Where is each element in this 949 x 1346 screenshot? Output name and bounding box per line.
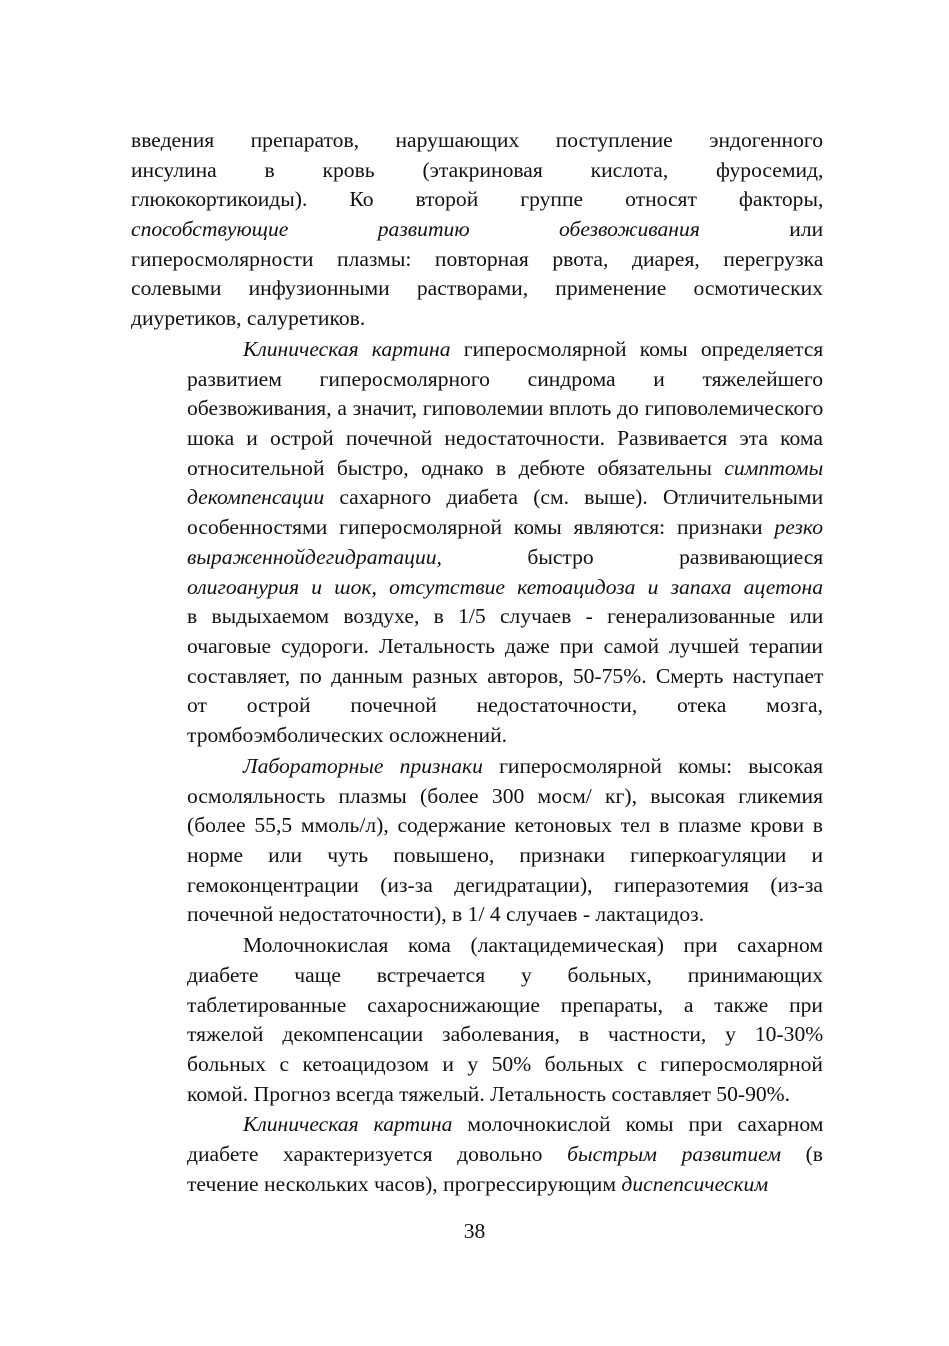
text-segment: или: [699, 217, 824, 242]
text-segment: составляет, по данным разных авторов, 50-75%. Смерть наступает: [187, 663, 824, 688]
text-line: [131, 335, 823, 365]
text-segment: Молочнокислая кома (лактацидемическая) при сахарном: [243, 933, 824, 958]
text-segment: введения препаратов, нарушающих поступление эндогенного: [131, 128, 823, 152]
text-line: [131, 513, 823, 543]
paragraph: [131, 752, 823, 930]
text-segment: тяжелой декомпенсации заболевания, в частности, у 10-30%: [187, 1022, 824, 1047]
text-line: [131, 1110, 823, 1140]
text-segment: диуретиков, салуретиков.: [131, 306, 366, 331]
text-line: [131, 156, 823, 186]
italic-text: резко: [774, 515, 823, 540]
text-segment: шока и острой почечной недостаточности. Развивается эта кома: [187, 426, 823, 451]
text-segment: очаговые судороги. Летальность даже при самой лучшей терапии: [187, 633, 823, 658]
text-line: [131, 721, 823, 751]
text-segment: от острой почечной недостаточности, отека мозга,: [187, 693, 823, 718]
italic-text: способствующие развитию обезвоживания: [131, 217, 700, 242]
text-line: [131, 1020, 823, 1050]
text-segment: особенностями гиперосмолярной комы являются: признаки: [187, 515, 775, 540]
text-line: [131, 691, 823, 721]
text-line: [131, 1140, 823, 1170]
text-line: [131, 1080, 823, 1110]
text-line: [131, 931, 823, 961]
text-line: [131, 782, 823, 812]
text-line: [131, 871, 823, 901]
text-line: [131, 424, 823, 454]
text-segment: гиперосмолярной комы определяется: [450, 337, 824, 361]
text-line: [131, 365, 823, 395]
italic-text: декомпенсации: [187, 485, 325, 510]
text-segment: гемоконцентрации (из-за дегидратации), гиперазотемия (из-за: [187, 872, 823, 897]
text-segment: почечной недостаточности), в 1/ 4 случаев - лактацидоз.: [187, 902, 705, 927]
text-line: [131, 752, 823, 782]
text-line: [131, 274, 823, 304]
text-segment: осмоляльность плазмы (более 300 мосм/ кг), высокая гликемия: [187, 783, 824, 808]
italic-text: симптомы: [724, 455, 824, 480]
text-line: [131, 602, 823, 632]
text-line: [131, 215, 823, 245]
text-line: [131, 841, 823, 871]
italic-text: быстрым развитием: [567, 1142, 781, 1167]
italic-text: олигоанурия и шок, отсутствие кетоацидоза и запаха ацетона: [187, 574, 823, 599]
text-segment: относительной быстро, однако в дебюте обязательны: [187, 455, 725, 480]
text-segment: комой. Прогноз всегда тяжелый. Летальность составляет 50-90%.: [187, 1081, 791, 1106]
text-segment: в выдыхаемом воздухе, в 1/5 случаев - генерализованные или: [187, 604, 824, 629]
text-line: [131, 1050, 823, 1080]
text-segment: сахарного диабета (см. выше). Отличительными: [324, 485, 824, 510]
text-segment: гиперосмолярности плазмы: повторная рвота, диарея, перегрузка: [131, 246, 824, 271]
text-segment: обезвоживания, а значит, гиповолемии вплоть до гиповолемического: [187, 396, 824, 421]
text-line: [131, 304, 823, 334]
text-line: [131, 185, 823, 215]
text-segment: тромбоэмболических осложнений.: [187, 722, 508, 747]
text-line: [131, 961, 823, 991]
text-segment: диабете чаще встречается у больных, принимающих: [187, 962, 823, 987]
text-segment: течение нескольких часов), прогрессирующим: [187, 1171, 622, 1196]
text-line: [131, 662, 823, 692]
paragraph: [131, 931, 823, 1109]
text-line: [131, 126, 823, 156]
text-segment: молочнокислой комы при сахарном: [452, 1112, 824, 1137]
text-line: [131, 543, 823, 573]
text-line: [131, 811, 823, 841]
paragraph: [131, 1110, 823, 1199]
paragraph: [131, 126, 823, 334]
text-line: [131, 900, 823, 930]
paragraph: [131, 335, 823, 751]
text-segment: глюкокортикоиды). Ко второй группе относят факторы,: [131, 187, 824, 212]
text-segment: больных с кетоацидозом и у 50% больных с гиперосмолярной: [187, 1051, 823, 1076]
text-line: [131, 573, 823, 603]
page-body: [131, 126, 823, 1201]
italic-text: Лабораторные признаки: [243, 753, 483, 778]
text-line: [131, 1170, 823, 1200]
italic-text: Клиническая картина: [243, 1112, 453, 1137]
text-line: [131, 991, 823, 1021]
italic-text: выраженнойдегидратации,: [187, 544, 442, 569]
text-line: [131, 394, 823, 424]
text-segment: (в: [780, 1142, 823, 1167]
text-line: [131, 245, 823, 275]
text-segment: развитием гиперосмолярного синдрома и тяжелейшего: [187, 366, 823, 391]
text-segment: солевыми инфузионными растворами, применение осмотических: [131, 276, 823, 301]
text-segment: инсулина в кровь (этакриновая кислота, фуросемид,: [131, 157, 824, 182]
text-line: [131, 632, 823, 662]
text-segment: таблетированные сахароснижающие препараты, а также при: [187, 992, 823, 1017]
text-line: [131, 483, 823, 513]
page-number: 38: [463, 1219, 486, 1243]
text-segment: норме или чуть повышено, признаки гиперкоагуляции и: [187, 842, 823, 867]
text-segment: диабете характеризуется довольно: [187, 1142, 568, 1167]
text-segment: гиперосмолярной комы: высокая: [482, 753, 824, 778]
text-segment: быстро развивающиеся: [441, 544, 824, 569]
italic-text: диспепсическим: [621, 1171, 769, 1196]
italic-text: Клиническая картина: [243, 337, 451, 361]
text-segment: (более 55,5 ммоль/л), содержание кетоновых тел в плазме крови в: [187, 813, 823, 838]
text-line: [131, 454, 823, 484]
